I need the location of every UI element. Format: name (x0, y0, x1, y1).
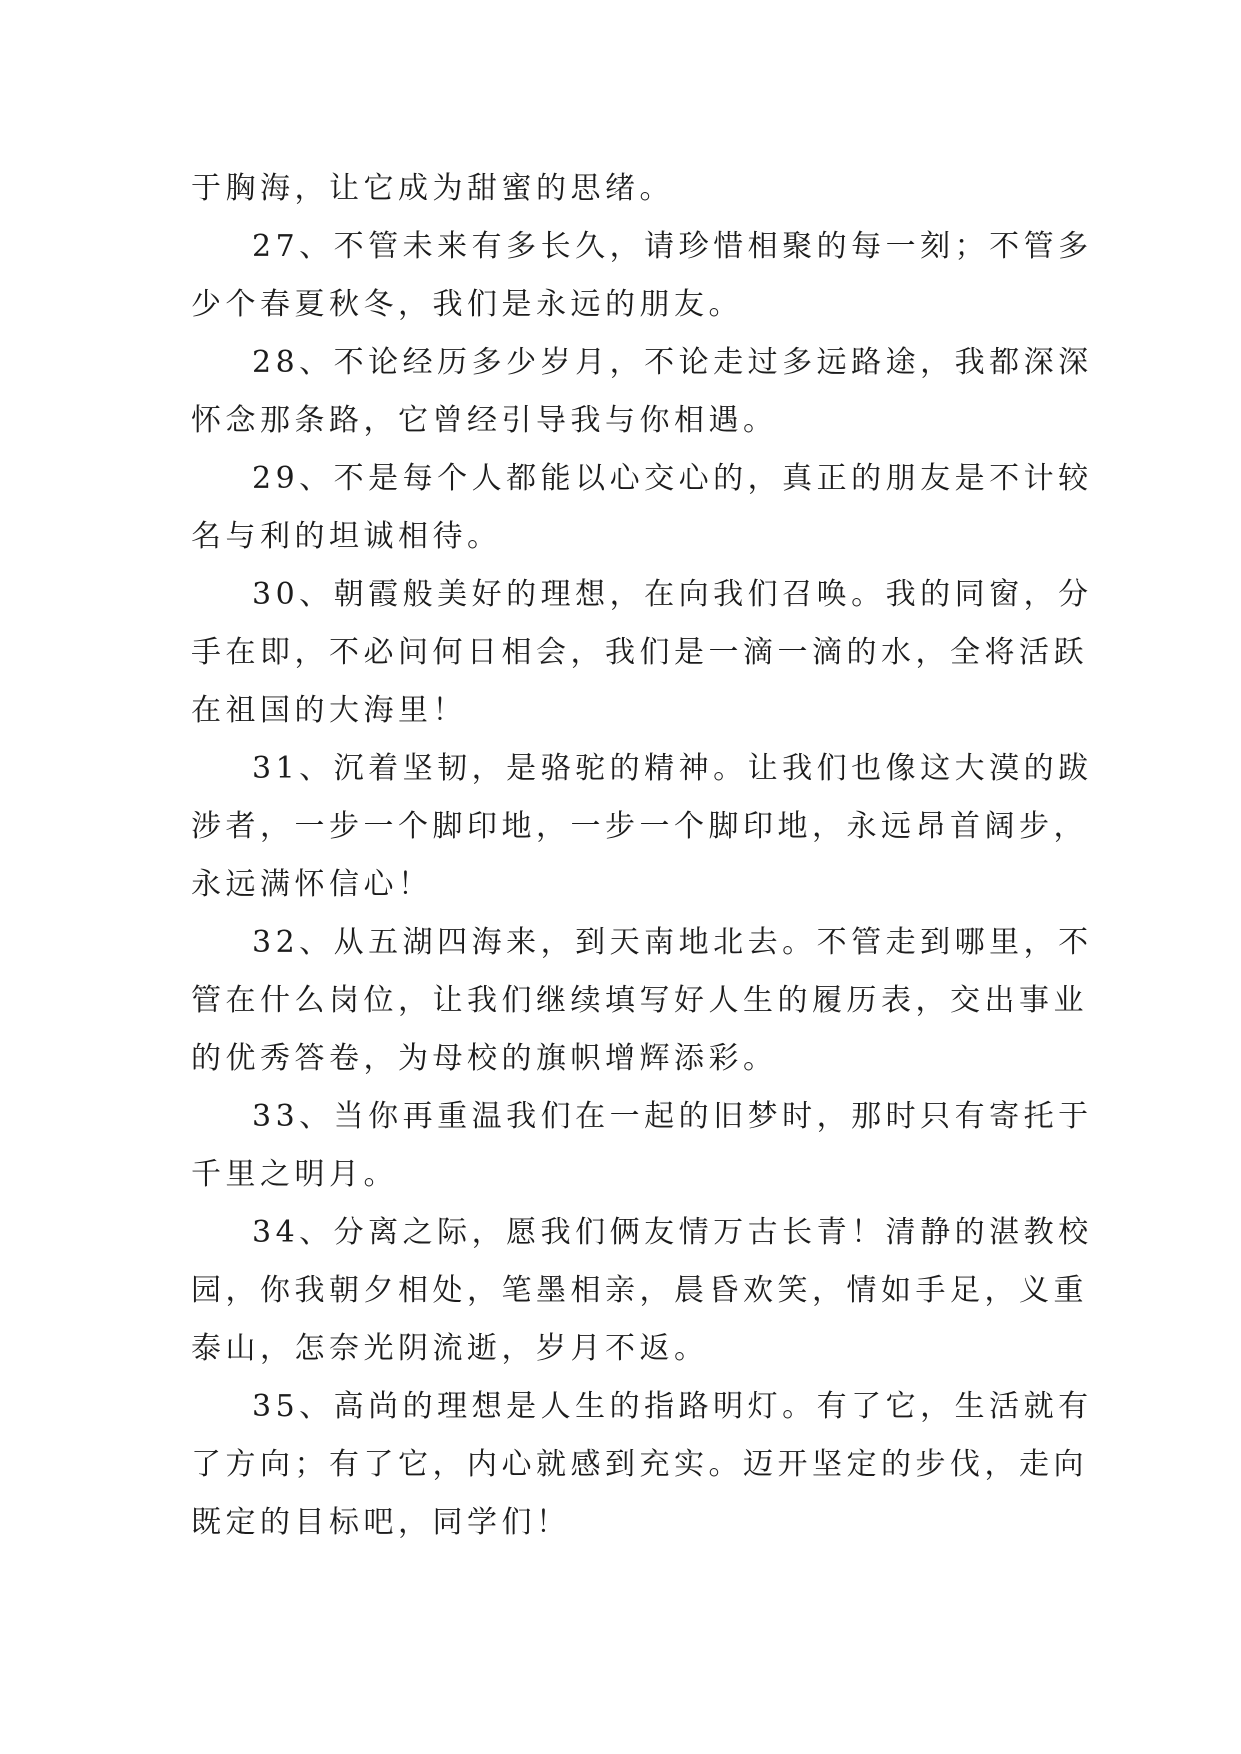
paragraph-30-line-3: 在祖国的大海里！ (191, 693, 467, 728)
paragraph-30-line-1: 30、朝霞般美好的理想，在向我们召唤。我的同窗，分 (252, 577, 1093, 612)
paragraph-33-line-2: 千里之明月。 (191, 1157, 398, 1192)
paragraph-32-line-2: 管在什么岗位，让我们继续填写好人生的履历表，交出事业 (191, 983, 1088, 1018)
document-body (191, 160, 1093, 1552)
paragraph-28-line-2: 怀念那条路，它曾经引导我与你相遇。 (191, 403, 778, 438)
paragraph-27-line-1: 27、不管未来有多长久，请珍惜相聚的每一刻；不管多 (252, 229, 1093, 264)
paragraph-31-line-1: 31、沉着坚韧，是骆驼的精神。让我们也像这大漠的跋 (252, 751, 1093, 786)
paragraph-31-line-3: 永远满怀信心！ (191, 867, 433, 902)
paragraph-29-line-1: 29、不是每个人都能以心交心的，真正的朋友是不计较 (252, 461, 1093, 496)
paragraph-27-line-2: 少个春夏秋冬，我们是永远的朋友。 (191, 287, 743, 322)
paragraph-32-line-3: 的优秀答卷，为母校的旗帜增辉添彩。 (191, 1041, 778, 1076)
paragraph-34-line-1: 34、分离之际，愿我们俩友情万古长青！清静的湛教校 (252, 1215, 1093, 1250)
paragraph-33-line-1: 33、当你再重温我们在一起的旧梦时，那时只有寄托于 (252, 1099, 1093, 1134)
paragraph-34-line-2: 园，你我朝夕相处，笔墨相亲，晨昏欢笑，情如手足，义重 (191, 1273, 1088, 1308)
paragraph-32-line-1: 32、从五湖四海来，到天南地北去。不管走到哪里，不 (252, 925, 1093, 960)
paragraph-29-line-2: 名与利的坦诚相待。 (191, 519, 502, 554)
paragraph-31-line-2: 涉者，一步一个脚印地，一步一个脚印地，永远昂首阔步， (191, 809, 1088, 844)
paragraph-30-line-2: 手在即，不必问何日相会，我们是一滴一滴的水，全将活跃 (191, 635, 1088, 670)
paragraph-35-line-3: 既定的目标吧，同学们！ (191, 1505, 571, 1540)
paragraph-35-line-1: 35、高尚的理想是人生的指路明灯。有了它，生活就有 (252, 1389, 1093, 1424)
text-line: 于胸海，让它成为甜蜜的思绪。 (191, 171, 674, 206)
paragraph-28-line-1: 28、不论经历多少岁月，不论走过多远路途，我都深深 (252, 345, 1093, 380)
paragraph-35-line-2: 了方向；有了它，内心就感到充实。迈开坚定的步伐，走向 (191, 1447, 1088, 1482)
paragraph-34-line-3: 泰山，怎奈光阴流逝，岁月不返。 (191, 1331, 709, 1366)
